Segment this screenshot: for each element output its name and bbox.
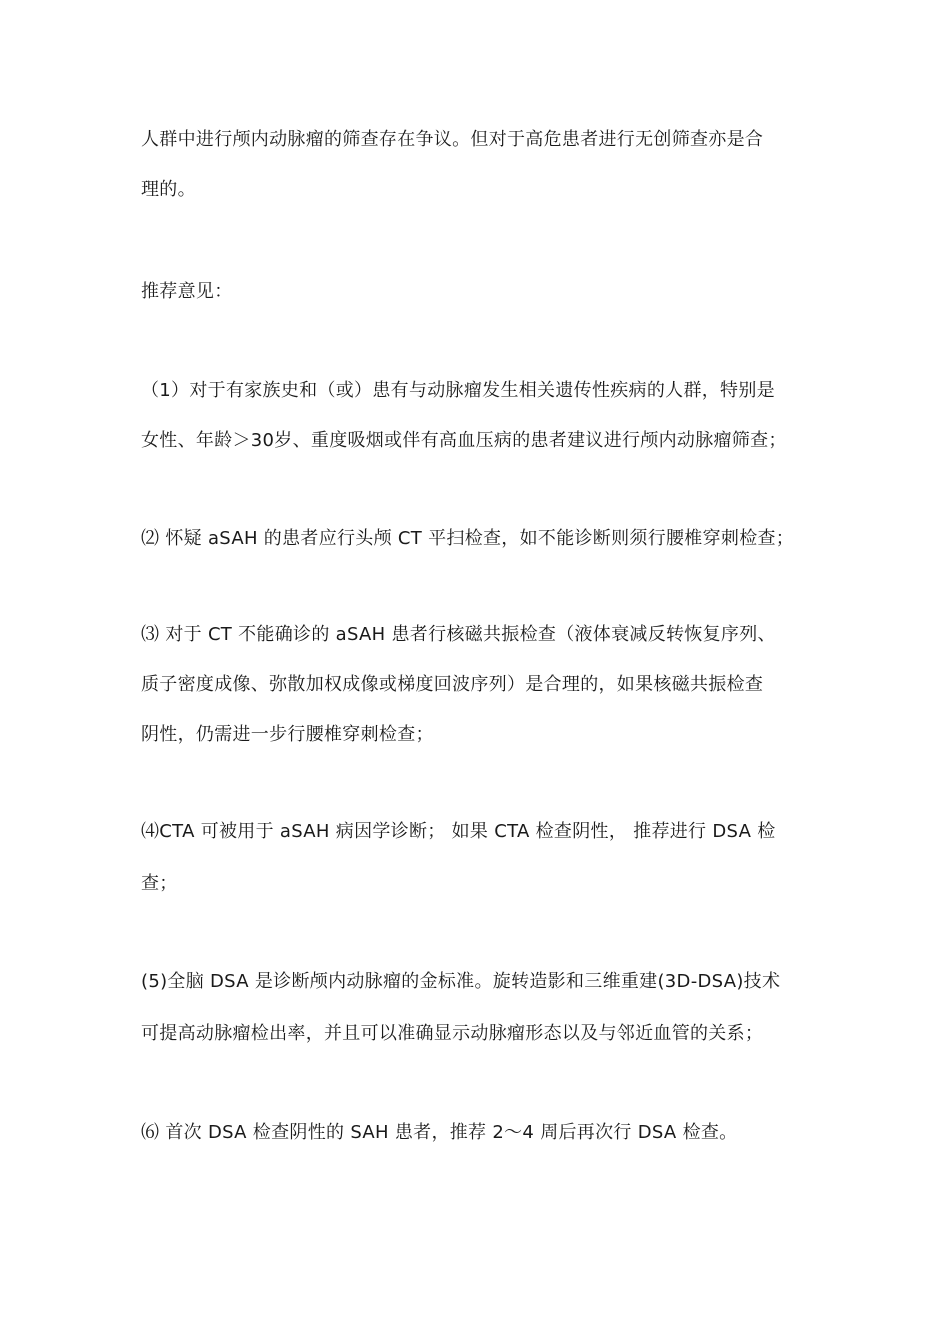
- recommendation-3-line-2: 质子密度成像、弥散加权成像或梯度回波序列）是合理的，如果核磁共振检查: [141, 674, 764, 695]
- recommendation-3-line-1: ⑶ 对于 CT 不能确诊的 aSAH 患者行核磁共振检查（液体衰减反转恢复序列、: [141, 624, 776, 645]
- recommendation-2: ⑵ 怀疑 aSAH 的患者应行头颅 CT 平扫检查，如不能诊断则须行腰椎穿刺检查；: [141, 528, 795, 549]
- recommendation-1-line-1: （1）对于有家族史和（或）患有与动脉瘤发生相关遗传性疾病的人群，特别是: [141, 380, 775, 401]
- recommendation-6: ⑹ 首次 DSA 检查阴性的 SAH 患者，推荐 2～4 周后再次行 DSA 检查。: [141, 1122, 738, 1143]
- section-heading-recommendations: 推荐意见：: [141, 281, 233, 302]
- paragraph-line-1: 人群中进行颅内动脉瘤的筛查存在争议。但对于高危患者进行无创筛查亦是合: [141, 129, 764, 150]
- paragraph-line-2: 理的。: [141, 179, 196, 200]
- recommendation-1-line-2: 女性、年龄＞30岁、重度吸烟或伴有高血压病的患者建议进行颅内动脉瘤筛查；: [141, 430, 787, 451]
- recommendation-5-line-1: (5)全脑 DSA 是诊断颅内动脉瘤的金标准。旋转造影和三维重建(3D-DSA)技术: [141, 971, 781, 992]
- recommendation-4-line-2: 查；: [141, 873, 178, 894]
- recommendation-5-line-2: 可提高动脉瘤检出率，并且可以准确显示动脉瘤形态以及与邻近血管的关系；: [141, 1023, 764, 1044]
- recommendation-3-line-3: 阴性，仍需进一步行腰椎穿刺检查；: [141, 724, 434, 745]
- recommendation-4-line-1: ⑷CTA 可被用于 aSAH 病因学诊断； 如果 CTA 检查阴性， 推荐进行 DSA 检: [141, 821, 776, 842]
